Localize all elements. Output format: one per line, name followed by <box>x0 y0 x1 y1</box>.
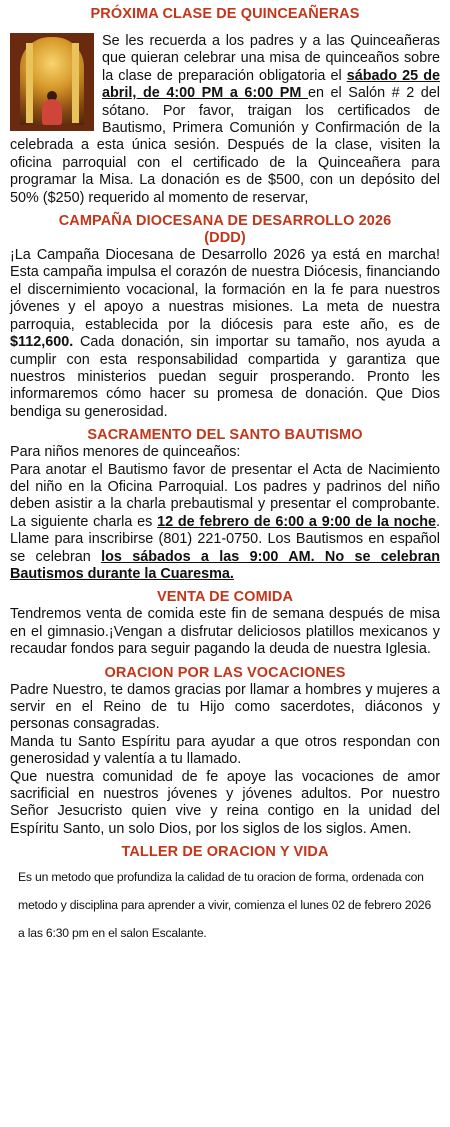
ddd-title: CAMPAÑA DIOCESANA DE DESARROLLO 2026 <box>58 213 392 230</box>
bautismo-title: SACRAMENTO DEL SANTO BAUTISMO <box>87 427 363 444</box>
bautismo-text: Para anotar el Bautismo favor de presentar el Acta de Nacimiento del niño en la Oficina Parroquial. Los padres y padrinos del niño deben asistir a la charla prebautismal y presentar el comprobante. La siguiente charla es 12 de febrero de 6:00 a 9:00 de la noche. Llame para inscribirse (801) 221-0750. Los Bautismos en español se celebran los sábados a las 9:00 AM. No se celebran Bautismos durante la Cuaresma. <box>10 461 440 582</box>
taller-title: TALLER DE ORACION Y VIDA <box>121 844 329 861</box>
quinceaneras-text: Se les recuerda a los padres y a las Quinceañeras que quieran celebrar una misa de quinceaños sobre la clase de preparación obligatoria el sábado 25 de abril, de 4:00 PM a 6:00 PM en el Salón # 2 del sótano. Por favor, traigan los certificados de Bautismo, Primera Comunión y Confirmación de la celebrada a esta única sesión. Después de la clase, visiten la oficina parroquial con el certificado de la Quinceañera para programar la Misa. La donación es de $500, con un depósito del 50% ($250) requerido al momento de reservar, <box>10 33 440 206</box>
ddd-text: ¡La Campaña Diocesana de Desarrollo 2026 ya está en marcha! Esta campaña impulsa el corazón de nuestra Diócesis, financiando el discernimiento vocacional, la formación en la fe para nuestros jóvenes y el apoyo a nuestras misiones. La meta de nuestra parroquia, establecida por la diócesis para este año, es de $112,600. Cada donación, sin importar su tamaño, nos ayuda a cumplir con esta responsabilidad compartida y garantiza que nuestros ministerios puedan seguir prosperando. Pronto les informaremos cómo hacer su promesa de donación. Que Dios bendiga su generosidad. <box>10 247 440 420</box>
vocaciones-line-3: Que nuestra comunidad de fe apoye las vocaciones de amor sacrificial en nuestros jóvenes y jóvenes adultos. Por nuestro Señor Jesucristo quien vive y reina contigo en la unidad del Espíritu Santo, un solo Dios, por los siglos de los siglos. Amen. <box>10 768 440 837</box>
altar-photo <box>10 33 94 131</box>
comida-text: Tendremos venta de comida este fin de semana después de misa en el gimnasio.¡Vengan a disfrutar deliciosos platillos mexicanos y recaudar fondos para seguir pagando la deuda de nuestra Iglesia. <box>10 606 440 658</box>
charla-date: 12 de febrero de 6:00 a 9:00 de la noche <box>157 513 436 530</box>
vocaciones-section <box>10 665 440 839</box>
bautismo-intro: Para niños menores de quinceaños: <box>10 444 241 461</box>
comida-title: VENTA DE COMIDA <box>156 589 294 606</box>
ddd-subtitle: (DDD) <box>204 230 246 247</box>
bautismo-section <box>10 427 440 583</box>
ddd-section <box>10 213 440 421</box>
quinceaneras-section <box>10 6 440 207</box>
taller-text: Es un metodo que profundiza la calidad de tu oracion de forma, ordenada con metodo y disciplina para aprender a vivir, comienza el lunes 02 de febrero 2026 a las 6:30 pm en el salon Escalante. <box>18 870 432 941</box>
bautismo-schedule: los sábados a las 9:00 AM. No se celebran Bautismos durante la Cuaresma. <box>10 548 440 582</box>
taller-section <box>10 844 440 947</box>
vocaciones-line-2: Manda tu Santo Espíritu para ayudar a que otros respondan con generosidad y valentía a tu llamado. <box>10 733 440 768</box>
vocaciones-line-1: Padre Nuestro, te damos gracias por llamar a hombres y mujeres a servir en el Reino de tu Hijo como sacerdotes, diáconos y personas consagradas. <box>10 681 440 733</box>
quinceaneras-date: sábado 25 de abril, de 4:00 PM a 6:00 PM <box>102 67 440 102</box>
quinceaneras-title: PRÓXIMA CLASE DE QUINCEAÑERAS <box>90 6 360 22</box>
ddd-goal-amount: $112,600. <box>10 334 74 351</box>
vocaciones-title: ORACION POR LAS VOCACIONES <box>104 664 346 681</box>
comida-section <box>10 589 440 658</box>
